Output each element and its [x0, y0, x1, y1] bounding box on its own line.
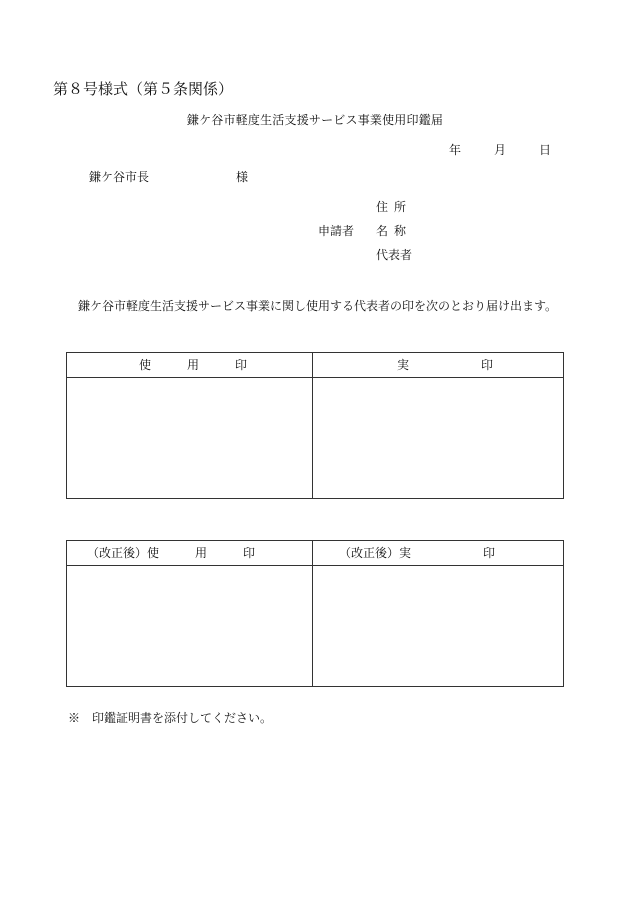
- document-title: 鎌ケ谷市軽度生活支援サービス事業使用印鑑届: [186, 113, 444, 127]
- usage-seal-box: [67, 378, 312, 498]
- applicant-representative-label: 代表者: [376, 248, 413, 262]
- seal-table-revised: [66, 540, 564, 687]
- date-day-label: 日: [539, 143, 552, 157]
- honorific: 様: [236, 170, 249, 184]
- form-number: 第８号様式（第５条関係）: [53, 80, 234, 98]
- revised-registered-seal-box: [313, 566, 563, 686]
- usage-seal-header: 使 用 印: [139, 358, 248, 372]
- revised-registered-seal-header: （改正後）実 印: [339, 546, 496, 560]
- applicant-label: 申請者: [318, 224, 355, 238]
- revised-usage-seal-box: [67, 566, 312, 686]
- applicant-name-label: 名称: [376, 224, 413, 238]
- revised-usage-seal-header: （改正後）使 用 印: [87, 546, 256, 560]
- registered-seal-header: 実 印: [397, 358, 494, 372]
- seal-table-current: [66, 352, 564, 499]
- attachment-note: ※ 印鑑証明書を添付してください。: [68, 711, 273, 725]
- addressee: 鎌ケ谷市長: [89, 170, 150, 184]
- registered-seal-box: [313, 378, 563, 498]
- applicant-address-label: 住所: [376, 200, 413, 214]
- date-year-label: 年: [449, 143, 462, 157]
- declaration-text: 鎌ケ谷市軽度生活支援サービス事業に関し使用する代表者の印を次のとおり届け出ます。: [78, 299, 558, 313]
- date-month-label: 月: [494, 143, 507, 157]
